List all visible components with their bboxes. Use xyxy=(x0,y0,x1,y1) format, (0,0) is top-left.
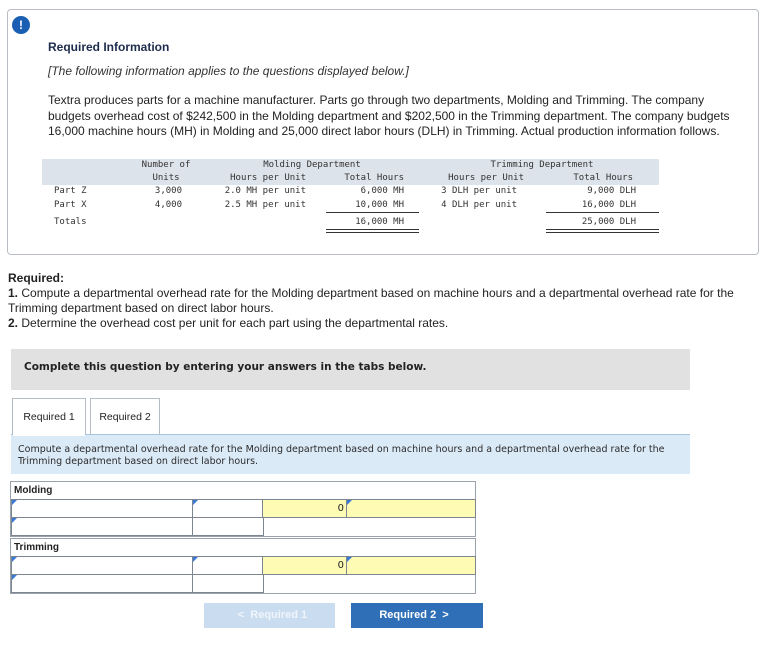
molding-numerator-select[interactable] xyxy=(11,499,194,518)
next-button-label: Required 2 xyxy=(379,609,437,621)
part-z-trimming-hpu: 3 DLH per unit xyxy=(441,186,517,196)
alert-icon: ! xyxy=(12,16,30,34)
part-x-units: 4,000 xyxy=(154,200,182,210)
molding-hpu-header: Hours per Unit xyxy=(230,173,306,183)
molding-denominator-select[interactable] xyxy=(11,517,194,536)
trimming-denominator-select[interactable] xyxy=(11,574,194,593)
trimming-denominator-input[interactable] xyxy=(192,574,264,593)
molding-divisor-input[interactable] xyxy=(192,499,264,518)
complete-question-bar xyxy=(11,349,690,390)
molding-label: Molding xyxy=(14,485,53,496)
molding-answer-grid xyxy=(10,481,476,537)
trimming-label: Trimming xyxy=(14,542,60,553)
trimming-divisor-input[interactable] xyxy=(192,556,264,575)
info-paragraph: Textra produces parts for a machine manufacturer. Parts go through two departments, Molding and Trimming. The company budgets overhead cost of $242,500 in the Molding department and $202,500 in the Trimming department. The company budgets 16,000 machine hours (MH) in Molding and 25,000 direct labor hours (DLH) in Trimming. Actual production information follows. xyxy=(48,93,730,138)
molding-rate-unit-select[interactable] xyxy=(346,499,476,518)
molding-total-double-rule-1 xyxy=(326,229,419,230)
part-z-label: Part Z xyxy=(54,186,87,196)
previous-required-1-button[interactable] xyxy=(204,603,335,628)
units-header-line2: Units xyxy=(152,173,180,183)
molding-denominator-input[interactable] xyxy=(192,517,264,536)
molding-rate-value: 0 xyxy=(337,503,344,514)
molding-subtotal-rule xyxy=(326,212,419,213)
part-x-label: Part X xyxy=(54,200,87,210)
trimming-numerator-select[interactable] xyxy=(11,556,194,575)
part-x-molding-total: 10,000 MH xyxy=(355,200,404,210)
next-required-2-button[interactable] xyxy=(351,603,483,628)
tab-instruction-text: Compute a departmental overhead rate for the Molding department based on machine hours and a departmental overhead rate for the Trimming department based on direct labor hours. xyxy=(18,444,665,467)
production-table xyxy=(42,159,659,235)
info-note: [The following information applies to the questions displayed below.] xyxy=(48,64,409,78)
active-tab-connector xyxy=(13,433,85,436)
part-z-trimming-total: 9,000 DLH xyxy=(587,186,636,196)
required-item-2-text: Determine the overhead cost per unit for each part using the departmental rates. xyxy=(18,316,449,330)
trimming-hpu-header: Hours per Unit xyxy=(448,173,524,183)
previous-button-label: Required 1 xyxy=(250,609,308,621)
part-z-molding-total: 6,000 MH xyxy=(360,186,404,196)
required-item-2 xyxy=(8,316,448,330)
trimming-total-header: Total Hours xyxy=(573,173,633,183)
trimming-total-sum: 25,000 DLH xyxy=(581,217,636,227)
tab-instruction-panel xyxy=(11,434,690,474)
molding-dept-header: Molding Department xyxy=(263,160,361,170)
part-x-trimming-hpu: 4 DLH per unit xyxy=(441,200,517,210)
required-item-2-number: 2. xyxy=(8,316,19,330)
trimming-total-double-rule-1 xyxy=(546,229,659,230)
tab-required-1[interactable]: Required 1 xyxy=(12,398,86,435)
required-item-1 xyxy=(8,286,768,316)
totals-label: Totals xyxy=(54,217,87,227)
required-item-1-text: Compute a departmental overhead rate for the Molding department based on machine hours and a departmental overhead rate for the Trimming department based on direct labor hours. xyxy=(8,286,734,315)
trimming-subtotal-rule xyxy=(546,212,659,213)
tab-required-2[interactable]: Required 2 xyxy=(90,398,160,435)
required-item-1-number: 1. xyxy=(8,286,19,300)
complete-question-text: Complete this question by entering your answers in the tabs below. xyxy=(24,361,427,373)
trimming-total-double-rule-2 xyxy=(546,232,659,233)
part-x-trimming-total: 16,000 DLH xyxy=(581,200,636,210)
required-heading: Required: xyxy=(8,271,65,285)
units-header-line1: Number of xyxy=(141,160,191,170)
info-title: Required Information xyxy=(48,40,170,54)
trimming-rate-input[interactable] xyxy=(262,556,348,575)
trimming-rate-value: 0 xyxy=(337,560,344,571)
molding-total-sum: 16,000 MH xyxy=(355,217,404,227)
molding-total-header: Total Hours xyxy=(344,173,404,183)
part-z-units: 3,000 xyxy=(154,186,182,196)
part-x-molding-hpu: 2.5 MH per unit xyxy=(224,200,306,210)
trimming-dept-header: Trimming Department xyxy=(490,160,594,170)
trimming-answer-grid xyxy=(10,538,476,594)
trimming-rate-unit-select[interactable] xyxy=(346,556,476,575)
part-z-molding-hpu: 2.0 MH per unit xyxy=(224,186,306,196)
chevron-right-icon: > xyxy=(442,609,449,621)
molding-total-double-rule-2 xyxy=(326,232,419,233)
molding-rate-input[interactable] xyxy=(262,499,348,518)
chevron-left-icon: < xyxy=(237,609,245,621)
